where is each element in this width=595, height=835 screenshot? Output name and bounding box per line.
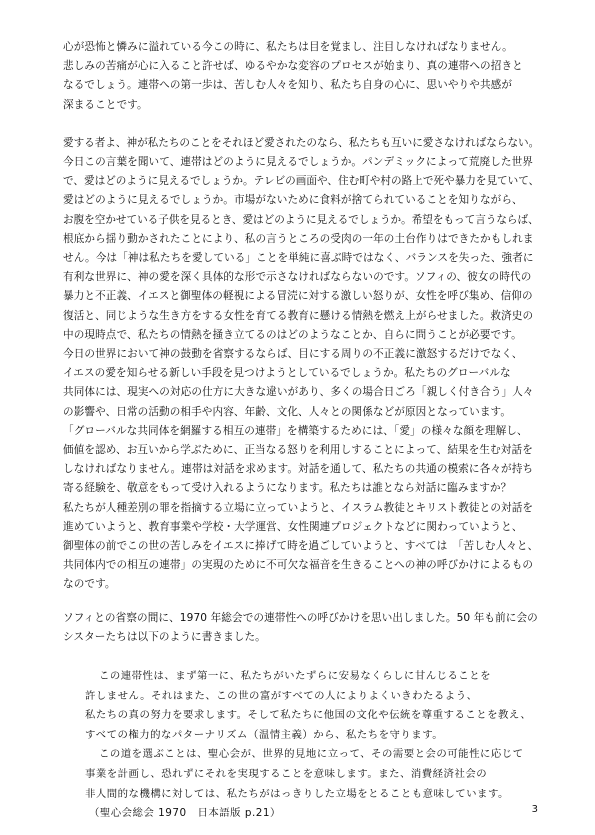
text-line: なるでしょう。連帯への第一歩は、苦しむ人々を知り、私たち自身の心に、思いやりや共感が	[63, 79, 513, 92]
text-line: 暴力と不正義、イエスと御聖体の軽視による冒涜に対する激しい怒りが、女性を呼び集め、信仰の	[63, 290, 533, 303]
text-line: 中の現時点で、私たちの情熱を掻き立てるのはどのようなことか、自らに問うことが必要です。	[63, 328, 522, 341]
paragraph-gap	[63, 595, 539, 609]
quote-line: この道を選ぶことは、聖心会が、世界的見地に立って、その需要と会の可能性に応じて	[99, 748, 524, 761]
text-line: イエスの愛を知らせる新しい手段を見つけようとしているでしょうか。私たちのグローバルな	[63, 367, 511, 380]
quote-line: 許しません。それはまた、この世の富がすべての人によりよくいきわたるよう、	[85, 689, 478, 702]
text-line: 愛する者よ、神が私たちのことをそれほど愛されたのなら、私たちも互いに愛さなければならない。	[63, 136, 540, 149]
quote-line: 私たちの真の努力を要求します。そして私たちに他国の文化や伝統を尊重することを教え、	[85, 709, 532, 722]
text-line: 愛はどのように見えるでしょうか。市場がないために食料が捨てられていることを知りながら、	[63, 194, 523, 207]
quote-source: （聖心会総会 1970 日本語版 p.21）	[89, 807, 281, 820]
text-line: 心が恐怖と憐みに溢れている今この時に、私たちは目を覚まし、注目しなければなりません。	[63, 41, 513, 53]
text-line: 今日この言葉を聞いて、連帯はどのように見えるでしょうか。パンデミックによって荒廃した世界	[63, 156, 533, 169]
paragraph-1	[63, 38, 539, 115]
text-line: 深まることです。	[63, 98, 148, 111]
text-line: お腹を空かせている子供を見るとき、愛はどのように見えるでしょうか。希望をもって言うならば、	[63, 213, 539, 226]
text-line: 「グローバルな共同体を網羅する相互の連帯」を構築するためには、「愛」の様々な顔を理解し、	[63, 424, 528, 437]
paragraph-2	[63, 134, 539, 595]
text-line: 寄る経験を、敬意をもって受け入れるようになります。私たちは誰となら対話に臨みますか？	[63, 482, 512, 495]
text-line: なのです。	[63, 578, 116, 591]
text-line: ソフィとの省察の間に、1970 年総会での連帯性への呼びかけを思い出しました。50 年も前に会の	[63, 611, 538, 624]
quote-line: すべての権力的なパターナリズム（温情主義）から、私たちを守ります。	[85, 728, 444, 741]
quote-line: 事業を計画し、恐れずにそれを実現することを意味します。また、消費経済社会の	[85, 768, 488, 781]
text-line: 共同体には、現実への対応の仕方に大きな違いがあり、多くの場合日ごろ「親しく付き合う」人々	[63, 386, 534, 399]
paragraph-3	[63, 609, 539, 647]
document-body	[63, 38, 539, 824]
text-line: 根底から揺り動かされたことにより、私の言うところの受肉の一年の土台作りはできたかもしれま	[63, 232, 534, 245]
quote-line: この連帯性は、まず第一に、私たちがいたずらに安易なくらしに甘んじることを	[99, 670, 492, 683]
paragraph-gap	[63, 115, 539, 134]
page-number: 3	[531, 804, 538, 815]
text-line: で、愛はどのように見えるでしょうか。テレビの画面や、住む町や村の路上で死や暴力を見ていて、	[63, 175, 540, 188]
text-line: 復活と、同じような生き方をする女性を育てる教育に懸ける情熱を燃え上がらせました。救済史の	[63, 309, 534, 322]
quoted-passage	[63, 667, 539, 824]
text-line: 今日の世界において神の鼓動を省察するならば、目にする周りの不正義に激怒するだけでなく、	[63, 348, 523, 361]
text-line: 悲しみの苦痛が心に入ること許せば、ゆるやかな変容のプロセスが始まり、真の連帯への招きと	[63, 60, 523, 73]
text-line: 有利な世界に、神の愛を深く具体的な形で示さなければならないのです。ソフィの、彼女の時代の	[63, 271, 532, 284]
quote-line: 非人間的な機構に対しては、私たちがはっきりした立場をとることも意味しています。	[85, 787, 509, 800]
text-line: しなければなりません。連帯は対話を求めます。対話を通して、私たちの共通の模索に各々が持ち	[63, 463, 534, 476]
text-line: 価値を認め、お互いから学ぶために、正当なる怒りを利用しすることによって、結果を生む対話を	[63, 444, 533, 457]
paragraph-gap	[63, 647, 539, 667]
text-line: せん。今は「神は私たちを愛している」ことを単純に喜ぶ時ではなく、バランスを失った、強者に	[63, 252, 534, 265]
text-line: 御聖体の前でこの世の苦しみをイエスに捧げて時を過ごしていようと、すべては 「苦しむ人々と、	[63, 540, 539, 553]
text-line: 私たちが人種差別の罪を指摘する立場に立っていようと、イスラム教徒とキリスト教徒との対話を	[63, 501, 534, 514]
text-line: の影響や、日常の活動の相手や内容、年齢、文化、人々との関係などが原因となっています。	[63, 405, 512, 418]
text-line: シスターたちは以下のように書きました。	[63, 630, 266, 643]
text-line: 共同体内での相互の連帯」の実現のために不可欠な福音を生きることへの神の呼びかけによるもの	[63, 559, 534, 572]
text-line: 進めていようと、教育事業や学校・大学運営、女性関連プロジェクトなどに関わっていようと、	[63, 520, 523, 533]
